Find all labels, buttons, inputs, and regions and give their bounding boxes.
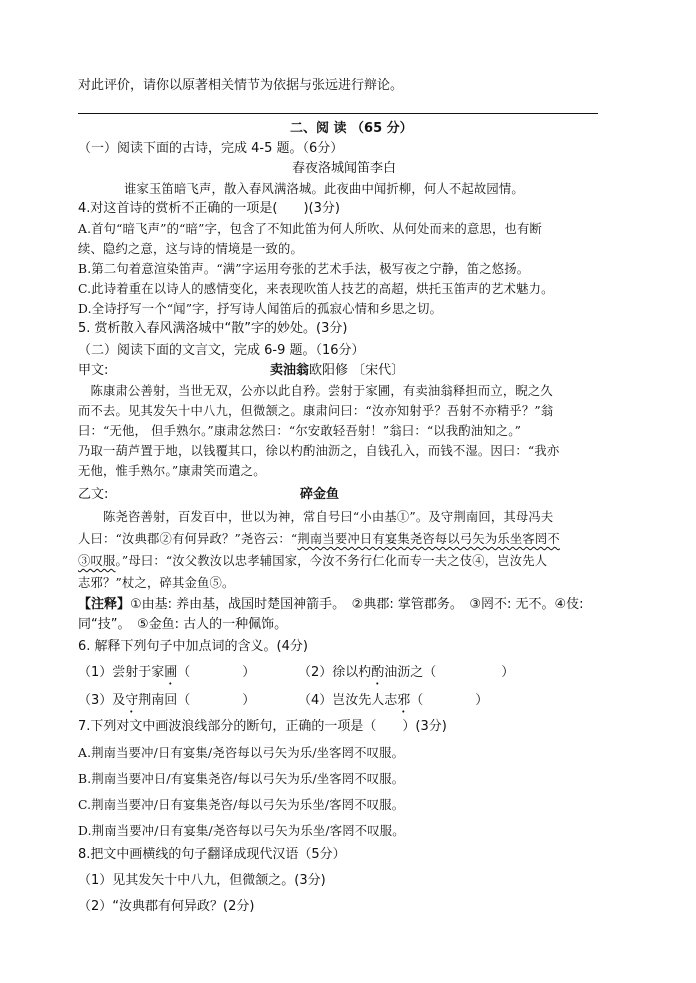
q6-item-2-blank: 油沥之（ ） — [384, 665, 515, 680]
jia-line-3: 曰：“无他， 但手熟尔。”康肃忿然曰：“尔安敢轻吾射！”翁曰：“以我酌油知之。” — [78, 424, 522, 438]
q6-dotted-word-3: 守 — [125, 693, 139, 708]
yi-line-2-text: 人曰：“汝典郡②有何异政？”尧咨云：“ — [78, 532, 298, 546]
q6-item-1 — [78, 664, 255, 688]
notes-line-1 — [78, 596, 584, 614]
jia-line-5: 无他，惟手熟尔。”康肃笑而遣之。 — [78, 464, 266, 478]
q7-stem: 7.下列对文中画波浪线部分的断句，正确的一项是（ ）(3分) — [78, 719, 447, 734]
q4-option-a-cont: 续、隐约之意，这与诗的情境是一致的。 — [78, 242, 303, 256]
q6-stem: 6. 解释下列句子中加点词的含义。(4分) — [78, 639, 308, 654]
q6-item-2-pre: （2）徐以杓 — [298, 665, 372, 680]
divider — [78, 113, 598, 114]
q6-item-3 — [78, 692, 255, 716]
jia-author: 欧阳修 〔宋代〕 — [309, 363, 405, 378]
q4-option-c: C.此诗着重在以诗人的感情变化，来表现吹笛人技艺的高超，烘托玉笛声的艺术魅力。 — [78, 282, 554, 296]
q4-option-a: A.首句“暗飞声”的“暗”字，包含了不知此笛为何人所吹、从何处而来的意思，也有断 — [78, 222, 543, 236]
notes-line-2: 同“技”。 ⑤金鱼: 古人的一种佩饰。 — [78, 617, 288, 632]
section-title: 二、阅 读 （65 分） — [290, 121, 413, 136]
q6-item-3-blank: 荆南回（ ） — [138, 693, 256, 708]
q6-item-2 — [298, 664, 514, 688]
wavy-underlined-sentence: 荆南当要冲日有宴集尧咨每以弓矢为乐坐客罔不 — [297, 532, 560, 546]
q4-option-d: D.全诗抒写一个“闻”字，抒写诗人闻笛后的孤寂心情和乡思之切。 — [78, 302, 443, 316]
yi-title: 碎金鱼 — [300, 487, 340, 502]
wavy-underlined-sentence-end: ③叹服 — [78, 554, 116, 568]
part1-heading: （一）阅读下面的古诗，完成 4-5 题。（6分） — [78, 141, 344, 156]
yi-line-3-text: 。”母曰：“汝父教汝以忠孝辅国家，今汝不务行仁化而专一夫之伎④，岂汝先人 — [115, 554, 548, 568]
jia-line-1: 陈康肃公善射，当世无双，公亦以此自矜。尝射于家圃，有卖油翁释担而立，睨之久 — [78, 384, 553, 398]
jia-label: 甲文: — [78, 363, 109, 378]
poem-title: 春夜洛城闻笛李白 — [292, 161, 397, 176]
q7-option-c: C.荆南当要冲/日有宴集尧咨/每以弓矢为乐坐/客罔不叹服。 — [78, 798, 405, 812]
q8-stem: 8.把文中画横线的句子翻译成现代汉语（5分） — [78, 847, 346, 862]
yi-label: 乙文: — [78, 487, 109, 502]
q6-item-4-blank: （ ） — [410, 693, 489, 708]
q5-stem: 5. 赏析散入春风满洛城中“散”字的妙处。(3分) — [78, 321, 348, 336]
intro-text: 对此评价，请你以原著相关情节为依据与张远进行辩论。 — [78, 78, 404, 93]
jia-line-2: 而不去。见其发矢十中八九，但微颔之。康肃问曰：“汝亦知射乎？吾射不亦精乎？”翁 — [78, 404, 554, 418]
poem-text: 谁家玉笛暗飞声，散入春风满洛城。此夜曲中闻折柳，何人不起故园情。 — [124, 182, 524, 196]
q7-option-b: B.荆南当要冲日/有宴集尧咨/每以弓矢为乐/坐客罔不叹服。 — [78, 772, 405, 786]
jia-title-line — [270, 362, 404, 380]
q6-item-4 — [298, 692, 488, 716]
q4-stem: 4.对这首诗的赏析不正确的一项是( )(3分) — [78, 201, 340, 216]
yi-line-4: 志邪？”杖之，碎其金鱼⑤。 — [78, 576, 235, 590]
yi-line-1: 陈尧咨善射，百发百中，世以为神，常自号曰“小由基①”。及守荆南回，其母冯夫 — [78, 510, 554, 524]
q7-option-d: D.荆南当要冲/日有宴集/尧咨每以弓矢为乐坐/客罔不叹服。 — [78, 824, 405, 838]
q4-option-b: B.第二句着意渲染笛声。“满”字运用夸张的艺术手法，极写夜之宁静，笛之悠扬。 — [78, 262, 530, 276]
q8-item-2: （2）“汝典郡有何异政？(2分) — [78, 899, 255, 914]
q6-dotted-word-4: 邪 — [397, 693, 411, 708]
yi-line-3 — [78, 552, 547, 570]
q7-option-a: A.荆南当要冲/日有宴集/尧咨每以弓矢为乐/坐客罔不叹服。 — [78, 746, 405, 760]
q6-dotted-word-1: 圃 — [164, 665, 178, 680]
jia-line-4: 乃取一葫芦置于地，以钱覆其口，徐以杓酌油沥之，自钱孔入，而钱不湿。因曰：“我亦 — [78, 444, 560, 458]
part2-heading: （二）阅读下面的文言文，完成 6-9 题。（16分） — [78, 343, 365, 358]
q6-item-1-pre: （1）尝射于家 — [78, 665, 165, 680]
jia-title: 卖油翁 — [270, 363, 310, 378]
yi-line-2 — [78, 530, 560, 548]
notes-label: 【注释】 — [78, 597, 131, 612]
q6-dotted-word-2: 酌 — [371, 665, 385, 680]
q6-item-3-pre: （3）及 — [78, 693, 126, 708]
q6-item-4-pre: （4）岂汝先人志 — [298, 693, 398, 708]
q6-item-1-blank: （ ） — [177, 665, 256, 680]
notes-text: ①由基: 养由基，战国时楚国神箭手。 ②典郡: 掌管郡务。 ③罔不: 无不。④伎: — [130, 597, 584, 612]
q8-item-1: （1）见其发矢十中八九，但微颔之。(3分) — [78, 873, 326, 888]
